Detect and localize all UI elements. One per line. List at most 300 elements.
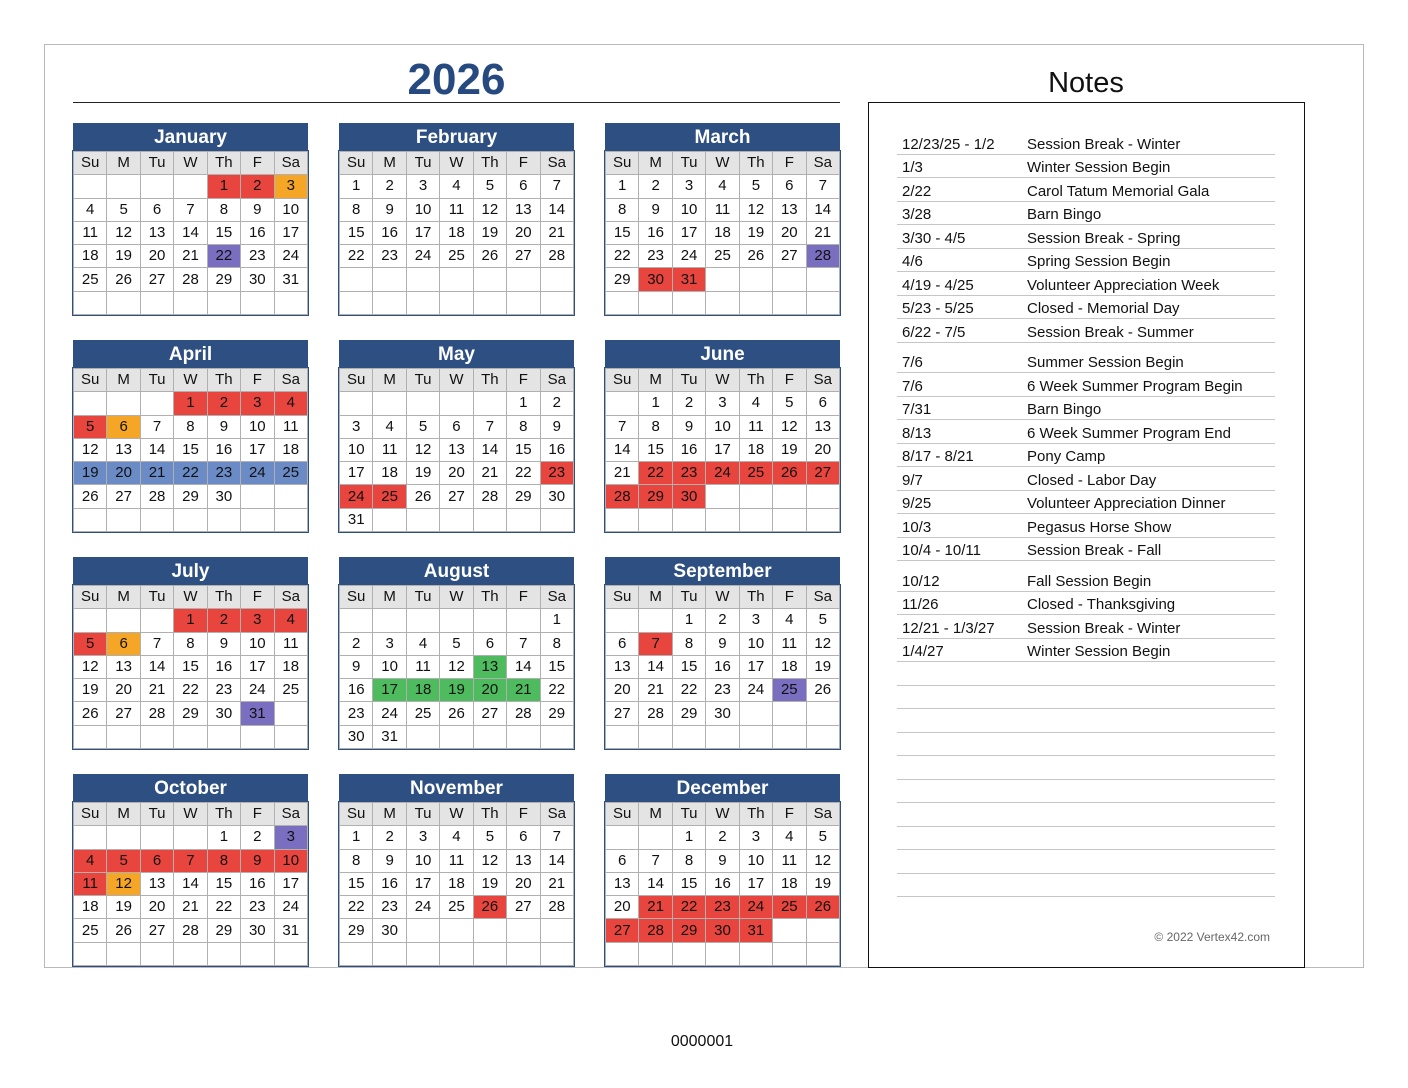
day-cell: 17 xyxy=(406,872,439,895)
weekday-header: Sa xyxy=(274,152,307,175)
month-grid xyxy=(73,151,308,315)
empty-cell xyxy=(74,175,107,198)
day-cell: 9 xyxy=(706,849,739,872)
weekday-header: W xyxy=(174,586,207,609)
note-line xyxy=(897,373,1275,397)
day-cell: 7 xyxy=(174,849,207,872)
day-cell: 11 xyxy=(74,872,107,895)
day-cell: 8 xyxy=(507,415,540,438)
day-cell: 1 xyxy=(340,175,373,198)
day-cell: 16 xyxy=(672,438,705,461)
empty-cell xyxy=(74,392,107,415)
note-line xyxy=(897,686,1275,710)
day-cell: 3 xyxy=(706,392,739,415)
day-cell: 26 xyxy=(806,896,839,919)
day-cell: 2 xyxy=(706,609,739,632)
day-cell: 17 xyxy=(274,872,307,895)
day-cell: 18 xyxy=(773,655,806,678)
empty-cell xyxy=(174,826,207,849)
empty-cell xyxy=(406,942,439,965)
day-cell: 4 xyxy=(74,849,107,872)
day-cell: 9 xyxy=(207,415,240,438)
weekday-header: Su xyxy=(606,586,639,609)
day-cell: 4 xyxy=(739,392,772,415)
day-cell: 4 xyxy=(74,198,107,221)
day-cell: 1 xyxy=(672,609,705,632)
day-cell: 30 xyxy=(706,919,739,942)
day-cell: 7 xyxy=(540,826,573,849)
note-date: 1/3 xyxy=(902,159,923,176)
day-cell: 4 xyxy=(274,609,307,632)
day-cell: 5 xyxy=(739,175,772,198)
empty-cell xyxy=(806,508,839,531)
note-text: Volunteer Appreciation Week xyxy=(1027,276,1220,294)
note-date: 3/28 xyxy=(902,206,932,223)
day-cell: 2 xyxy=(373,826,406,849)
day-cell: 11 xyxy=(440,849,473,872)
day-cell: 19 xyxy=(473,221,506,244)
day-cell: 6 xyxy=(440,415,473,438)
day-cell: 16 xyxy=(373,221,406,244)
weekday-header: Tu xyxy=(140,586,173,609)
weekday-header: Th xyxy=(739,586,772,609)
month-march xyxy=(605,123,840,315)
note-text: Session Break - Winter xyxy=(1027,135,1181,153)
day-cell: 23 xyxy=(706,896,739,919)
day-cell: 19 xyxy=(74,462,107,485)
day-cell: 5 xyxy=(74,632,107,655)
empty-cell xyxy=(207,291,240,314)
day-cell: 8 xyxy=(340,198,373,221)
day-cell: 15 xyxy=(672,872,705,895)
empty-cell xyxy=(507,268,540,291)
note-text: Winter Session Begin xyxy=(1027,643,1171,660)
day-cell: 14 xyxy=(606,438,639,461)
day-cell: 22 xyxy=(207,245,240,268)
day-cell: 22 xyxy=(540,679,573,702)
day-cell: 6 xyxy=(473,632,506,655)
weekday-header: M xyxy=(373,803,406,826)
weekday-header: Th xyxy=(473,586,506,609)
day-cell: 8 xyxy=(639,415,672,438)
weekday-header: Th xyxy=(473,369,506,392)
empty-cell xyxy=(440,609,473,632)
note-line xyxy=(897,662,1275,686)
day-cell: 23 xyxy=(241,896,274,919)
day-cell: 15 xyxy=(207,872,240,895)
weekday-header: M xyxy=(373,369,406,392)
day-cell: 1 xyxy=(507,392,540,415)
day-cell: 31 xyxy=(672,268,705,291)
day-cell: 10 xyxy=(274,198,307,221)
month-grid xyxy=(339,802,574,966)
empty-cell xyxy=(274,702,307,725)
month-name: October xyxy=(73,774,308,802)
day-cell: 8 xyxy=(174,415,207,438)
note-text: Volunteer Appreciation Dinner xyxy=(1027,495,1226,512)
weekday-header: W xyxy=(440,152,473,175)
empty-cell xyxy=(639,609,672,632)
day-cell: 17 xyxy=(706,438,739,461)
day-cell: 22 xyxy=(639,462,672,485)
note-line xyxy=(897,202,1275,226)
month-grid xyxy=(339,585,574,749)
note-line xyxy=(897,225,1275,249)
day-cell: 2 xyxy=(706,826,739,849)
day-cell: 9 xyxy=(340,655,373,678)
day-cell: 4 xyxy=(440,826,473,849)
month-name: May xyxy=(339,340,574,368)
empty-cell xyxy=(540,919,573,942)
empty-cell xyxy=(440,725,473,748)
day-cell: 8 xyxy=(207,198,240,221)
day-cell: 22 xyxy=(672,679,705,702)
empty-cell xyxy=(672,725,705,748)
empty-cell xyxy=(606,609,639,632)
empty-cell xyxy=(74,725,107,748)
day-cell: 22 xyxy=(174,679,207,702)
day-cell: 18 xyxy=(739,438,772,461)
weekday-header: Sa xyxy=(540,803,573,826)
empty-cell xyxy=(473,942,506,965)
empty-cell xyxy=(74,508,107,531)
weekday-header: Th xyxy=(207,586,240,609)
empty-cell xyxy=(406,609,439,632)
note-date: 7/6 xyxy=(902,354,923,371)
month-name: August xyxy=(339,557,574,585)
empty-cell xyxy=(74,942,107,965)
empty-cell xyxy=(806,291,839,314)
day-cell: 1 xyxy=(606,175,639,198)
empty-cell xyxy=(406,725,439,748)
empty-cell xyxy=(606,508,639,531)
day-cell: 19 xyxy=(806,655,839,678)
note-text: Barn Bingo xyxy=(1027,206,1102,223)
day-cell: 17 xyxy=(241,655,274,678)
empty-cell xyxy=(241,508,274,531)
empty-cell xyxy=(806,485,839,508)
empty-cell xyxy=(107,175,140,198)
empty-cell xyxy=(706,942,739,965)
day-cell: 7 xyxy=(806,175,839,198)
day-cell: 15 xyxy=(340,221,373,244)
note-date: 6/22 - 7/5 xyxy=(902,323,966,341)
day-cell: 26 xyxy=(440,702,473,725)
day-cell: 31 xyxy=(340,508,373,531)
day-cell: 13 xyxy=(107,655,140,678)
note-line xyxy=(897,827,1275,851)
day-cell: 4 xyxy=(773,609,806,632)
weekday-header: Sa xyxy=(274,586,307,609)
weekday-header: F xyxy=(241,803,274,826)
note-line xyxy=(897,178,1275,202)
weekday-header: M xyxy=(639,803,672,826)
note-line xyxy=(897,756,1275,780)
weekday-header: Su xyxy=(340,586,373,609)
day-cell: 25 xyxy=(773,896,806,919)
empty-cell xyxy=(739,702,772,725)
note-text: Spring Session Begin xyxy=(1027,253,1171,270)
day-cell: 12 xyxy=(473,849,506,872)
day-cell: 1 xyxy=(174,392,207,415)
note-date: 12/23/25 - 1/2 xyxy=(902,135,995,153)
day-cell: 27 xyxy=(107,485,140,508)
day-cell: 13 xyxy=(606,872,639,895)
day-cell: 12 xyxy=(107,872,140,895)
day-cell: 27 xyxy=(507,896,540,919)
empty-cell xyxy=(773,508,806,531)
weekday-header: Tu xyxy=(672,586,705,609)
day-cell: 18 xyxy=(440,221,473,244)
day-cell: 19 xyxy=(440,679,473,702)
empty-cell xyxy=(507,725,540,748)
weekday-header: Su xyxy=(74,369,107,392)
weekday-header: Tu xyxy=(140,152,173,175)
day-cell: 29 xyxy=(639,485,672,508)
empty-cell xyxy=(107,392,140,415)
day-cell: 14 xyxy=(639,655,672,678)
empty-cell xyxy=(706,268,739,291)
weekday-header: F xyxy=(773,152,806,175)
note-text: Closed - Memorial Day xyxy=(1027,300,1180,317)
day-cell: 14 xyxy=(140,438,173,461)
weekday-header: F xyxy=(773,803,806,826)
day-cell: 22 xyxy=(174,462,207,485)
month-name: July xyxy=(73,557,308,585)
empty-cell xyxy=(739,508,772,531)
day-cell: 29 xyxy=(540,702,573,725)
empty-cell xyxy=(107,725,140,748)
empty-cell xyxy=(241,485,274,508)
note-text: Carol Tatum Memorial Gala xyxy=(1027,182,1210,200)
day-cell: 10 xyxy=(739,632,772,655)
weekday-header: F xyxy=(773,586,806,609)
day-cell: 26 xyxy=(107,919,140,942)
copyright-text: © 2022 Vertex42.com xyxy=(1154,930,1270,944)
empty-cell xyxy=(739,291,772,314)
note-line xyxy=(897,155,1275,179)
day-cell: 20 xyxy=(806,438,839,461)
note-line xyxy=(897,514,1275,538)
empty-cell xyxy=(606,392,639,415)
empty-cell xyxy=(140,826,173,849)
weekday-header: Tu xyxy=(140,369,173,392)
day-cell: 19 xyxy=(107,245,140,268)
day-cell: 17 xyxy=(406,221,439,244)
day-cell: 14 xyxy=(540,849,573,872)
empty-cell xyxy=(207,942,240,965)
day-cell: 25 xyxy=(74,919,107,942)
weekday-header: Tu xyxy=(672,369,705,392)
day-cell: 19 xyxy=(806,872,839,895)
day-cell: 12 xyxy=(406,438,439,461)
day-cell: 13 xyxy=(107,438,140,461)
month-may xyxy=(339,340,574,532)
day-cell: 20 xyxy=(507,221,540,244)
note-date: 4/19 - 4/25 xyxy=(902,276,974,294)
day-cell: 9 xyxy=(207,632,240,655)
month-september xyxy=(605,557,840,749)
day-cell: 24 xyxy=(739,679,772,702)
day-cell: 21 xyxy=(806,221,839,244)
day-cell: 19 xyxy=(406,462,439,485)
note-date: 8/17 - 8/21 xyxy=(902,448,974,465)
day-cell: 30 xyxy=(241,919,274,942)
weekday-header: W xyxy=(706,586,739,609)
day-cell: 1 xyxy=(174,609,207,632)
day-cell: 23 xyxy=(241,245,274,268)
day-cell: 28 xyxy=(639,702,672,725)
day-cell: 20 xyxy=(107,462,140,485)
month-april xyxy=(73,340,308,532)
day-cell: 11 xyxy=(274,632,307,655)
day-cell: 13 xyxy=(773,198,806,221)
empty-cell xyxy=(373,291,406,314)
note-line xyxy=(897,568,1275,592)
empty-cell xyxy=(140,392,173,415)
weekday-header: W xyxy=(706,369,739,392)
day-cell: 3 xyxy=(373,632,406,655)
day-cell: 8 xyxy=(606,198,639,221)
month-name: June xyxy=(605,340,840,368)
day-cell: 19 xyxy=(107,896,140,919)
day-cell: 10 xyxy=(706,415,739,438)
empty-cell xyxy=(606,291,639,314)
day-cell: 26 xyxy=(773,462,806,485)
month-grid xyxy=(339,368,574,532)
day-cell: 21 xyxy=(639,896,672,919)
empty-cell xyxy=(739,725,772,748)
day-cell: 4 xyxy=(274,392,307,415)
note-line xyxy=(897,397,1275,421)
day-cell: 20 xyxy=(107,679,140,702)
empty-cell xyxy=(473,919,506,942)
weekday-header: Sa xyxy=(540,152,573,175)
note-text: Closed - Labor Day xyxy=(1027,471,1157,489)
day-cell: 5 xyxy=(473,175,506,198)
day-cell: 19 xyxy=(773,438,806,461)
day-cell: 19 xyxy=(739,221,772,244)
month-grid xyxy=(73,802,308,966)
day-cell: 6 xyxy=(773,175,806,198)
day-cell: 18 xyxy=(74,245,107,268)
empty-cell xyxy=(340,942,373,965)
weekday-header: Su xyxy=(340,369,373,392)
day-cell: 18 xyxy=(373,462,406,485)
day-cell: 12 xyxy=(806,849,839,872)
empty-cell xyxy=(174,725,207,748)
day-cell: 7 xyxy=(639,632,672,655)
day-cell: 2 xyxy=(241,826,274,849)
year-divider xyxy=(73,102,840,103)
weekday-header: Sa xyxy=(806,152,839,175)
day-cell: 25 xyxy=(773,679,806,702)
day-cell: 15 xyxy=(540,655,573,678)
day-cell: 12 xyxy=(806,632,839,655)
day-cell: 4 xyxy=(706,175,739,198)
note-line xyxy=(897,592,1275,616)
note-date: 9/7 xyxy=(902,471,923,489)
day-cell: 11 xyxy=(706,198,739,221)
empty-cell xyxy=(440,942,473,965)
day-cell: 1 xyxy=(207,826,240,849)
note-text: Session Break - Spring xyxy=(1027,229,1181,247)
day-cell: 23 xyxy=(540,462,573,485)
day-cell: 18 xyxy=(74,896,107,919)
day-cell: 17 xyxy=(373,679,406,702)
note-line xyxy=(897,444,1275,468)
day-cell: 3 xyxy=(739,609,772,632)
month-grid xyxy=(605,151,840,315)
empty-cell xyxy=(406,291,439,314)
day-cell: 7 xyxy=(174,198,207,221)
empty-cell xyxy=(373,609,406,632)
note-date: 3/30 - 4/5 xyxy=(902,229,966,247)
day-cell: 28 xyxy=(540,245,573,268)
day-cell: 23 xyxy=(672,462,705,485)
weekday-header: Sa xyxy=(806,369,839,392)
empty-cell xyxy=(74,609,107,632)
month-name: September xyxy=(605,557,840,585)
empty-cell xyxy=(639,725,672,748)
day-cell: 14 xyxy=(540,198,573,221)
day-cell: 9 xyxy=(373,849,406,872)
day-cell: 9 xyxy=(241,849,274,872)
day-cell: 27 xyxy=(606,702,639,725)
weekday-header: Su xyxy=(606,152,639,175)
day-cell: 15 xyxy=(340,872,373,895)
day-cell: 29 xyxy=(672,919,705,942)
empty-cell xyxy=(406,919,439,942)
day-cell: 29 xyxy=(340,919,373,942)
empty-cell xyxy=(672,508,705,531)
month-october xyxy=(73,774,308,966)
empty-cell xyxy=(274,291,307,314)
day-cell: 13 xyxy=(140,221,173,244)
day-cell: 15 xyxy=(174,655,207,678)
day-cell: 15 xyxy=(507,438,540,461)
note-line xyxy=(897,639,1275,663)
empty-cell xyxy=(340,609,373,632)
day-cell: 16 xyxy=(207,438,240,461)
empty-cell xyxy=(207,725,240,748)
day-cell: 18 xyxy=(274,438,307,461)
day-cell: 16 xyxy=(373,872,406,895)
day-cell: 27 xyxy=(473,702,506,725)
empty-cell xyxy=(507,919,540,942)
weekday-header: Th xyxy=(739,803,772,826)
day-cell: 23 xyxy=(207,462,240,485)
day-cell: 20 xyxy=(473,679,506,702)
day-cell: 15 xyxy=(174,438,207,461)
empty-cell xyxy=(107,942,140,965)
day-cell: 12 xyxy=(773,415,806,438)
day-cell: 13 xyxy=(140,872,173,895)
weekday-header: W xyxy=(440,369,473,392)
weekday-header: W xyxy=(706,803,739,826)
day-cell: 3 xyxy=(241,392,274,415)
month-grid xyxy=(605,585,840,749)
weekday-header: W xyxy=(440,586,473,609)
day-cell: 14 xyxy=(174,872,207,895)
month-june xyxy=(605,340,840,532)
empty-cell xyxy=(773,725,806,748)
day-cell: 14 xyxy=(174,221,207,244)
weekday-header: Su xyxy=(74,803,107,826)
day-cell: 16 xyxy=(706,655,739,678)
day-cell: 28 xyxy=(174,268,207,291)
empty-cell xyxy=(540,508,573,531)
